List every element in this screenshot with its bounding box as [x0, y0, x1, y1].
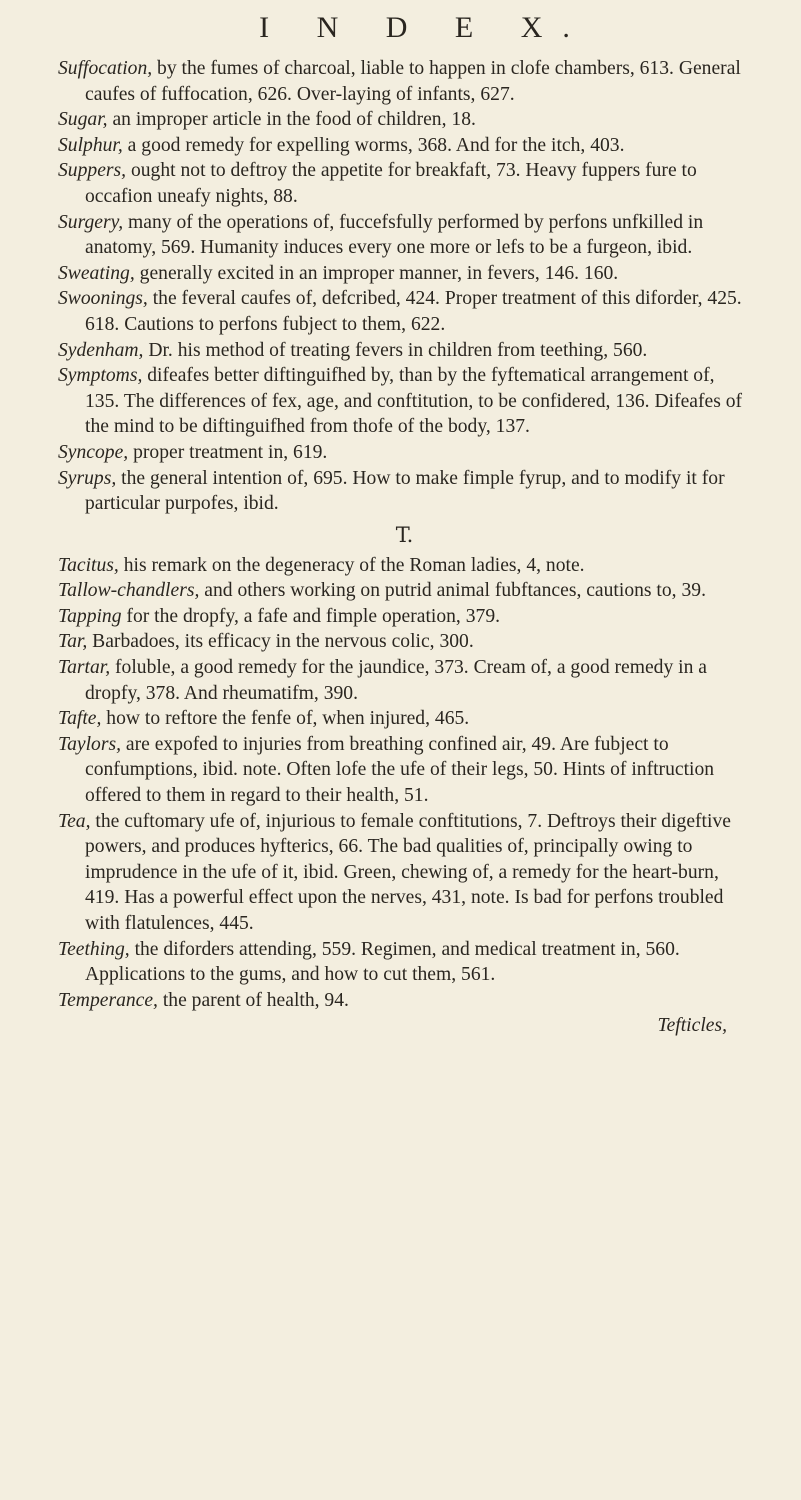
entry-head: Syrups, — [58, 467, 117, 489]
entry-text: foluble, a good remedy for the jaundice, 373. Cream of, a good remedy in a dropfy, 378. And rheumatifm, 390. — [85, 657, 707, 704]
entry-head: Syncope, — [58, 441, 129, 463]
index-entry — [58, 261, 751, 287]
entry-text: difeafes better diftinguifhed by, than by the fyftematical arrangement of, 135. The differences of fex, age, and conftitution, to be confidered, 136. Difeafes of the mind to be diftinguifhed from thofe of the body, 137. — [85, 365, 743, 438]
index-entry — [58, 363, 751, 440]
index-entries-t — [58, 553, 751, 1014]
entry-head: Tafte, — [58, 708, 102, 730]
entry-head: Tallow-chandlers, — [58, 580, 200, 602]
entry-head: Suppers, — [58, 160, 127, 182]
entry-text: generally excited in an improper manner, in fevers, 146. 160. — [134, 262, 619, 284]
entry-text: his remark on the degeneracy of the Roman ladies, 4, note. — [118, 554, 585, 576]
index-entry — [58, 158, 751, 209]
entry-text: Barbadoes, its efficacy in the nervous colic, 300. — [87, 631, 474, 653]
entry-head: Sugar, — [58, 109, 108, 131]
entry-head: Sweating, — [58, 262, 135, 284]
entry-head: Swoonings, — [58, 288, 148, 310]
entry-head: Tapping — [58, 605, 122, 627]
index-entry — [58, 338, 751, 364]
entry-text: proper treatment in, 619. — [128, 441, 328, 463]
index-entry — [58, 286, 751, 337]
entry-text: the feveral caufes of, defcribed, 424. Proper treatment of this diforder, 425. 618. Cautions to perfons fubject to them, 622. — [85, 288, 742, 335]
entry-text: the cuftomary ufe of, injurious to female conftitutions, 7. Deftroys their digeftive powers, and produces hyfterics, 66. The bad qualities of, principally owing to imprudence in the ufe of it, ibid. Green, chewing of, a remedy for the heart-burn, 419. Has a powerful effect upon the nerves, 431, note. Is bad for perfons troubled with flatulences, 445. — [85, 810, 731, 934]
index-entry — [58, 210, 751, 261]
index-entry — [58, 629, 751, 655]
entry-text: the diforders attending, 559. Regimen, and medical treatment in, 560. Applications to the gums, and how to cut them, 561. — [85, 938, 680, 986]
entry-head: Surgery, — [58, 211, 124, 233]
running-head: I N D E X. — [259, 11, 590, 44]
entry-head: Sulphur, — [58, 134, 123, 156]
index-entry — [58, 553, 751, 579]
section-letter: T. — [395, 522, 414, 547]
catchword: Tefticles, — [657, 1015, 727, 1037]
entry-text: the general intention of, 695. How to make fimple fyrup, and to modify it for particular purpofes, ibid. — [85, 467, 725, 515]
entry-text: the parent of health, 94. — [157, 989, 349, 1011]
entry-head: Suffocation, — [58, 58, 153, 79]
index-entry — [58, 56, 751, 107]
entry-text: are expofed to injuries from breathing confined air, 49. Are fubject to confumptions, ibid. note. Often lofe the ufe of their legs, 50. Hints of inftruction offered to them in regard to their health, 51. — [85, 733, 715, 807]
index-entry — [58, 107, 751, 133]
entry-text: Dr. his method of treating fevers in children from teething, 560. — [143, 339, 648, 361]
entry-text: by the fumes of charcoal, liable to happen in clofe chambers, 613. General caufes of fuffocation, 626. Over-laying of infants, 627. — [85, 58, 741, 105]
entry-head: Tea, — [58, 810, 91, 832]
entry-text: many of the operations of, fuccefsfully performed by perfons unfkilled in anatomy, 569. Humanity induces every one more or lefs to be a furgeon, ibid. — [85, 211, 704, 259]
index-entry — [58, 440, 751, 466]
entry-text: for the dropfy, a fafe and fimple operation, 379. — [121, 605, 501, 627]
entry-head: Tartar, — [58, 657, 111, 679]
index-entry — [58, 133, 751, 159]
index-entry — [58, 604, 751, 630]
entry-text: an improper article in the food of children, 18. — [107, 109, 476, 131]
index-entry — [58, 732, 751, 809]
entry-head: Sydenham, — [58, 339, 144, 361]
index-entry — [58, 937, 751, 988]
index-entry — [58, 466, 751, 517]
entry-text: a good remedy for expelling worms, 368. And for the itch, 403. — [122, 134, 625, 156]
index-entry — [58, 578, 751, 604]
entry-head: Symptoms, — [58, 365, 143, 387]
entry-head: Tacitus, — [58, 554, 119, 576]
index-entry — [58, 988, 751, 1014]
entry-text: ought not to deftroy the appetite for breakfaft, 73. Heavy fuppers fure to occafion uneafy nights, 88. — [85, 160, 697, 207]
index-entry — [58, 809, 751, 937]
entry-head: Tar, — [58, 631, 88, 653]
entry-head: Taylors, — [58, 733, 121, 755]
entry-text: and others working on putrid animal fubftances, cautions to, 39. — [199, 580, 706, 602]
entry-head: Temperance, — [58, 989, 158, 1011]
entry-text: how to reftore the fenfe of, when injured, 465. — [101, 708, 470, 730]
index-entry — [58, 655, 751, 706]
index-entry — [58, 706, 751, 732]
entry-head: Teething, — [58, 938, 130, 960]
index-entries-s — [58, 56, 751, 517]
